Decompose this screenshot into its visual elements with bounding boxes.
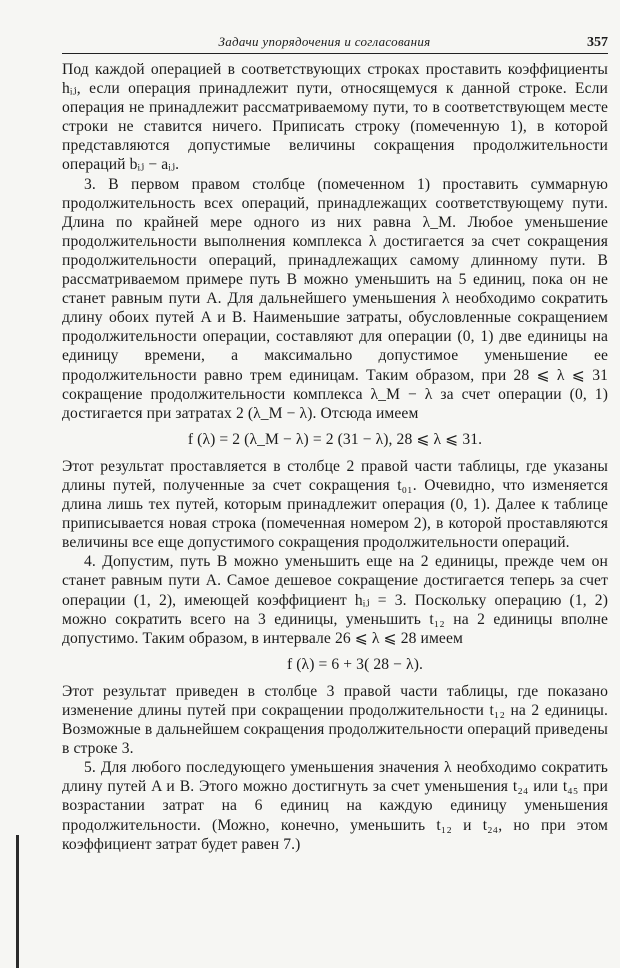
paragraph-result-column-3: Этот результат приведен в столбце 3 правой части таблицы, где показано изменение длины путей при сокращении продолжительности t₁₂ на 2 единицы. Возможные в дальнейшем сокращения продолжительности операций приведены в строке 3. bbox=[62, 682, 608, 758]
paragraph-1: Под каждой операцией в соответствующих строках проставить коэффициенты hᵢⱼ, если операция принадлежит пути, относящемуся к данной строке. Если операция не принадлежит рассматриваемому пути, то в соответствующем месте строки не ставится ничего. Приписать строку (помеченную 1), в которой представляются допустимые величины сокращения продолжительности операций bᵢⱼ − aᵢⱼ. bbox=[62, 61, 608, 174]
formula-2: f (λ) = 6 + 3( 28 − λ). bbox=[286, 655, 424, 673]
running-header bbox=[62, 34, 608, 54]
page bbox=[62, 34, 608, 854]
formula-1: f (λ) = 2 (λ_M − λ) = 2 (31 − λ), 28 ⩽ λ ⩽ 31. bbox=[187, 430, 483, 448]
paragraph-step-3: 3. В первом правом столбце (помеченном 1) проставить суммарную продолжительность всех операций, принадлежащих соответствующему пути. Длина по крайней мере одного из них равна λ_M. Любое уменьшение продолжительности выполнения комплекса λ достигается за счет сокращения продолжительности операций, принадлежащих самому длинному пути. В рассматриваемом примере путь B можно уменьшить на 5 единиц, пока он не станет равным пути A. Для дальнейшего уменьшения λ необходимо сократить длину обоих путей A и B. Наименьшие затраты, обусловленные сокращением продолжительности операции, составляют для операции (0, 1) две единицы на единицу времени, а максимально допустимое уменьшение ее продолжительности равно трем единицам. Таким образом, при 28 ⩽ λ ⩽ 31 сокращение продолжительности комплекса λ_M − λ за счет операции (0, 1) достигается при затратах 2 (λ_M − λ). Отсюда имеем bbox=[62, 175, 608, 422]
page-number: 357 bbox=[587, 35, 608, 50]
paragraph-step-5: 5. Для любого последующего уменьшения значения λ необходимо сократить длину путей A и B. Этого можно достигнуть за счет уменьшения t₂₄ или t₄₅ при возрастании затрат на 6 единиц на каждую единицу уменьшения продолжительности. (Можно, конечно, уменьшить t₁₂ и t₂₄, но при этом коэффициент затрат будет равен 7.) bbox=[62, 759, 608, 853]
paragraph-step-4: 4. Допустим, путь B можно уменьшить еще на 2 единицы, прежде чем он станет равным пути A. Самое дешевое сокращение достигается теперь за счет операции (1, 2), имеющей коэффициент hᵢⱼ = 3. Поскольку операцию (1, 2) можно сократить всего на 3 единицы, уменьшить t₁₂ на 2 единицы вполне допустимо. Таким образом, в интервале 26 ⩽ λ ⩽ 28 имеем bbox=[62, 553, 608, 647]
running-title: Задачи упорядочения и согласования bbox=[218, 34, 431, 49]
book-spine-edge bbox=[16, 835, 19, 968]
body-text bbox=[62, 60, 608, 854]
paragraph-result-column-2: Этот результат проставляется в столбце 2 правой части таблицы, где указаны длины путей, полученные за счет сокращения t₀₁. Очевидно, что изменяется длина лишь тех путей, которым принадлежит операция (0, 1). Далее к таблице приписывается новая строка (помеченная номером 2), в которой проставляются величины все еще допустимого сокращения продолжительности операций. bbox=[62, 457, 608, 552]
